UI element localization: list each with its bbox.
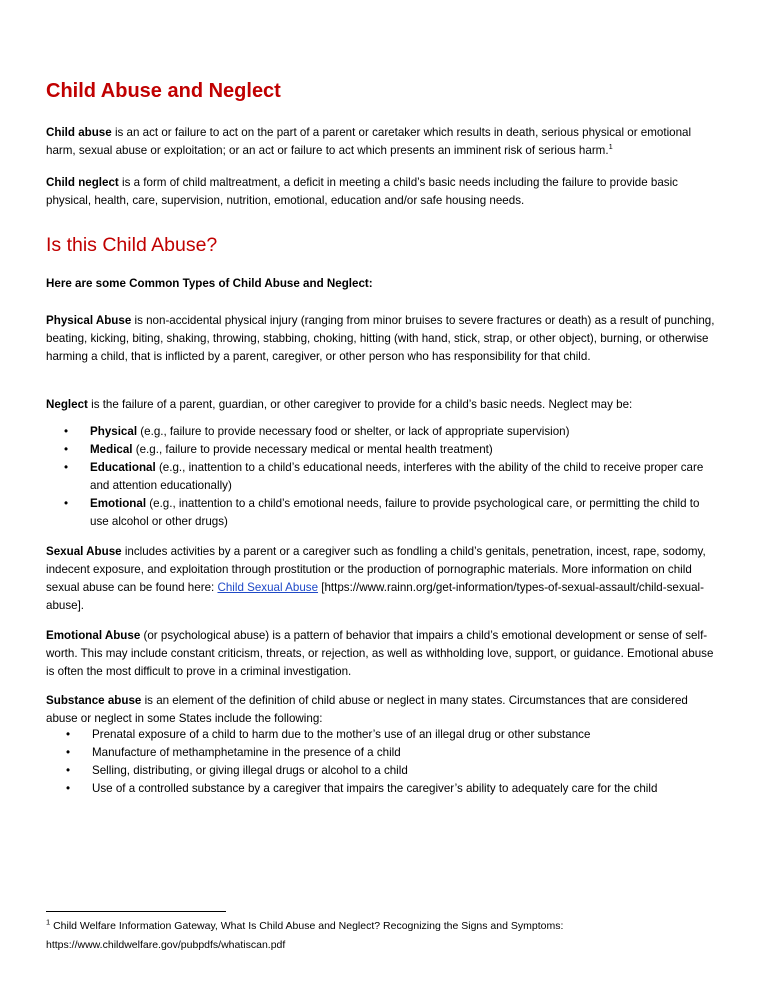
list-item-text: (e.g., inattention to a child’s educational needs, interferes with the ability of the child to receive proper care and attention educationally) — [90, 461, 704, 492]
emotional-abuse-text: (or psychological abuse) is a pattern of behavior that impairs a child’s emotional development or sense of self-worth. This may include constant criticism, threats, or rejection, as well as withholding love, support, or guidance. Emotional abuse is often the most difficult to prove in a criminal investigation. — [46, 629, 714, 678]
child-neglect-definition — [46, 174, 718, 210]
neglect-text: is the failure of a parent, guardian, or other caregiver to provide for a child’s basic needs. Neglect may be: — [87, 398, 633, 411]
neglect-types-list — [46, 423, 718, 531]
emotional-abuse-term: Emotional Abuse — [46, 629, 141, 642]
list-item — [46, 495, 718, 531]
substance-abuse-list — [46, 726, 718, 798]
list-item-text: (e.g., failure to provide necessary food or shelter, or lack of appropriate supervision) — [137, 425, 570, 438]
list-item-text: Manufacture of methamphetamine in the presence of a child — [92, 746, 401, 759]
bullet-icon: • — [64, 425, 69, 438]
list-item — [46, 762, 718, 780]
list-item-term: Medical — [90, 443, 133, 456]
substance-abuse-text: is an element of the definition of child abuse or neglect in many states. Circumstances that are considered abuse or neglect in some States include the following: — [46, 694, 688, 725]
substance-abuse-term: Substance abuse — [46, 694, 142, 707]
footnote-divider — [46, 911, 226, 912]
neglect-paragraph — [46, 396, 718, 414]
sexual-abuse-text: includes activities by a parent or a caregiver such as fondling a child’s genitals, penetration, incest, rape, sodomy, indecent exposure, and exploitation through prostitution or the production of pornographic materials. More information on child sexual abuse can be found here: — [46, 545, 706, 594]
bullet-icon: • — [66, 746, 71, 759]
sexual-abuse-term: Sexual Abuse — [46, 545, 122, 558]
list-item-text: (e.g., failure to provide necessary medical or mental health treatment) — [132, 443, 493, 456]
list-item-text: Selling, distributing, or giving illegal drugs or alcohol to a child — [92, 764, 408, 777]
sexual-abuse-paragraph — [46, 543, 718, 615]
bullet-icon: • — [64, 497, 69, 510]
list-item — [46, 441, 718, 459]
list-item — [46, 459, 718, 495]
common-types-heading: Here are some Common Types of Child Abuse and Neglect: — [46, 277, 373, 290]
footnote-url[interactable]: https://www.childwelfare.gov/pubpdfs/whatiscan.pdf — [46, 939, 286, 951]
section-heading: Is this Child Abuse? — [46, 234, 218, 256]
emotional-abuse-paragraph — [46, 627, 718, 681]
list-item-term: Educational — [90, 461, 156, 474]
footnote-text: Child Welfare Information Gateway, What Is Child Abuse and Neglect? Recognizing the Signs and Symptoms: — [50, 920, 564, 932]
physical-abuse-paragraph — [46, 312, 718, 366]
footnote-reference[interactable]: 1 — [608, 142, 613, 152]
bullet-icon: • — [64, 461, 69, 474]
child-abuse-definition — [46, 124, 718, 160]
list-item-term: Physical — [90, 425, 138, 438]
child-neglect-term: Child neglect — [46, 176, 119, 189]
footnote-number: 1 — [46, 917, 51, 927]
bullet-icon: • — [66, 728, 71, 741]
neglect-term: Neglect — [46, 398, 88, 411]
physical-abuse-term: Physical Abuse — [46, 314, 132, 327]
list-item — [46, 726, 718, 744]
bullet-icon: • — [66, 782, 71, 795]
sexual-abuse-url-text: [https://www.rainn.org/get-information/types-of-sexual-assault/child-sexual-abuse]. — [46, 581, 704, 612]
page-title: Child Abuse and Neglect — [46, 80, 281, 102]
list-item — [46, 780, 718, 798]
child-abuse-text: is an act or failure to act on the part of a parent or caretaker which results in death, serious physical or emotional harm, sexual abuse or exploitation; or an act or failure to act which presents an imminent risk of serious harm. — [46, 126, 692, 157]
child-abuse-term: Child abuse — [46, 126, 112, 139]
substance-abuse-paragraph — [46, 692, 718, 728]
child-sexual-abuse-link[interactable]: Child Sexual Abuse — [217, 581, 319, 594]
bullet-icon: • — [64, 443, 69, 456]
footnote — [46, 917, 718, 955]
list-item-text: Prenatal exposure of a child to harm due to the mother’s use of an illegal drug or other substance — [92, 728, 591, 741]
bullet-icon: • — [66, 764, 71, 777]
child-neglect-text: is a form of child maltreatment, a deficit in meeting a child’s basic needs including the failure to provide basic physical, health, care, supervision, nutrition, emotional, education and/or safe housing needs. — [46, 176, 678, 207]
list-item-text: (e.g., inattention to a child’s emotional needs, failure to provide psychological care, or permitting the child to use alcohol or other drugs) — [90, 497, 700, 528]
list-item-text: Use of a controlled substance by a caregiver that impairs the caregiver’s ability to adequately care for the child — [92, 782, 658, 795]
list-item-term: Emotional — [90, 497, 147, 510]
list-item — [46, 744, 718, 762]
list-item — [46, 423, 718, 441]
physical-abuse-text: is non-accidental physical injury (ranging from minor bruises to severe fractures or death) as a result of punching, beating, kicking, biting, shaking, throwing, stabbing, choking, hitting (with hand, stick, strap, or other object), burning, or otherwise harming a child, that is inflicted by a parent, caregiver, or other person who has responsibility for that child. — [46, 314, 715, 363]
